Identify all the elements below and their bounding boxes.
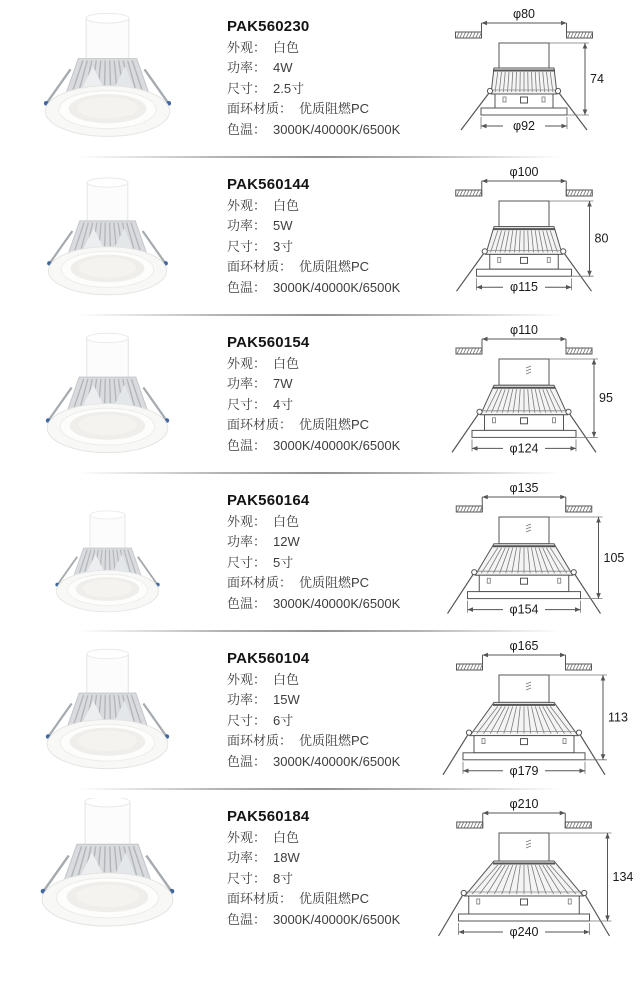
product-row <box>0 316 640 474</box>
spec-appearance <box>227 828 432 849</box>
dimension-drawing <box>434 635 640 787</box>
downlight-photo <box>10 640 205 782</box>
dimension-diagram <box>432 160 640 314</box>
product-specs <box>215 492 432 615</box>
spec-appearance-value: 白色 <box>273 513 300 529</box>
spec-size-label: 尺寸： <box>227 554 267 570</box>
dimension-drawing <box>434 793 640 945</box>
product-photo <box>0 636 215 786</box>
spec-appearance-label: 外观： <box>227 829 267 845</box>
dimension-drawing <box>434 3 640 155</box>
spec-material <box>227 257 432 278</box>
spec-appearance-label: 外观： <box>227 355 267 371</box>
spec-cct-label: 色温： <box>227 911 267 927</box>
downlight-photo <box>10 798 205 940</box>
product-model: PAK560154 <box>227 333 310 351</box>
spec-appearance-value: 白色 <box>273 829 300 845</box>
spec-size-value: 4寸 <box>273 396 294 412</box>
spec-size-value: 2.5寸 <box>273 80 305 96</box>
spec-size-value: 3寸 <box>273 238 294 254</box>
dimension-drawing <box>434 319 640 471</box>
product-photo <box>0 478 215 628</box>
dimension-diagram <box>432 476 640 630</box>
spec-power-value: 12W <box>273 534 300 550</box>
spec-appearance-label: 外观： <box>227 197 267 213</box>
spec-cct-value: 3000K/40000K/6500K <box>273 595 401 611</box>
cutout-diameter-label: φ165 <box>509 639 539 653</box>
spec-cct <box>227 752 432 773</box>
fixture-height-label: 95 <box>599 391 613 406</box>
product-model: PAK560230 <box>227 17 310 35</box>
spec-power <box>227 848 432 869</box>
spec-appearance-label: 外观： <box>227 513 267 529</box>
spec-cct <box>227 278 432 299</box>
spec-size-label: 尺寸： <box>227 238 267 254</box>
product-row <box>0 158 640 316</box>
spec-material-value: 优质阻燃PC <box>299 575 370 591</box>
product-specs <box>215 808 432 931</box>
spec-size <box>227 553 432 574</box>
spec-power-value: 15W <box>273 692 300 708</box>
spec-appearance <box>227 354 432 375</box>
spec-power-label: 功率： <box>227 534 267 550</box>
spec-cct-label: 色温： <box>227 437 267 453</box>
spec-material-label: 面环材质： <box>227 417 293 433</box>
spec-material-value: 优质阻燃PC <box>299 101 370 117</box>
downlight-photo <box>10 8 205 150</box>
product-model: PAK560144 <box>227 175 310 193</box>
spec-power-value: 7W <box>273 376 293 392</box>
spec-size <box>227 395 432 416</box>
product-model: PAK560184 <box>227 807 310 825</box>
cutout-diameter-label: φ100 <box>509 165 539 179</box>
spec-material <box>227 731 432 752</box>
spec-material-value: 优质阻燃PC <box>299 891 370 907</box>
product-model: PAK560164 <box>227 491 310 509</box>
flange-diameter-label: φ154 <box>509 602 539 617</box>
flange-diameter-label: φ92 <box>512 119 536 133</box>
dimension-diagram <box>432 792 640 946</box>
spec-material-value: 优质阻燃PC <box>299 259 370 275</box>
spec-appearance-value: 白色 <box>273 355 300 371</box>
spec-material-value: 优质阻燃PC <box>299 733 370 749</box>
spec-power-label: 功率： <box>227 60 267 76</box>
spec-cct-label: 色温： <box>227 595 267 611</box>
product-row <box>0 474 640 632</box>
spec-cct-label: 色温： <box>227 279 267 295</box>
spec-material <box>227 573 432 594</box>
spec-cct <box>227 594 432 615</box>
fixture-height-label: 80 <box>594 231 609 246</box>
spec-cct-value: 3000K/40000K/6500K <box>273 911 401 927</box>
spec-material <box>227 415 432 436</box>
spec-size-label: 尺寸： <box>227 712 267 728</box>
spec-power <box>227 216 432 237</box>
spec-size-label: 尺寸： <box>227 870 267 886</box>
spec-material-label: 面环材质： <box>227 575 293 591</box>
flange-diameter-label: φ124 <box>509 441 539 456</box>
spec-appearance-value: 白色 <box>273 197 300 213</box>
spec-power-value: 5W <box>273 218 293 234</box>
spec-power-label: 功率： <box>227 218 267 234</box>
dimension-diagram <box>432 318 640 472</box>
spec-power <box>227 532 432 553</box>
spec-cct-label: 色温： <box>227 753 267 769</box>
spec-appearance-value: 白色 <box>273 39 300 55</box>
fixture-height-label: 134 <box>612 870 634 884</box>
spec-power-label: 功率： <box>227 850 267 866</box>
spec-power-label: 功率： <box>227 692 267 708</box>
product-model: PAK560104 <box>227 649 310 667</box>
product-specs <box>215 334 432 457</box>
product-row <box>0 790 640 948</box>
cutout-diameter-label: φ135 <box>509 481 539 495</box>
spec-material-label: 面环材质： <box>227 891 293 907</box>
cutout-diameter-label: φ210 <box>509 797 539 811</box>
spec-cct-value: 3000K/40000K/6500K <box>273 437 401 453</box>
spec-cct-value: 3000K/40000K/6500K <box>273 121 401 137</box>
dimension-diagram <box>432 634 640 788</box>
spec-material-label: 面环材质： <box>227 733 293 749</box>
spec-appearance-label: 外观： <box>227 671 267 687</box>
spec-size-label: 尺寸： <box>227 80 267 96</box>
spec-size <box>227 79 432 100</box>
spec-power-value: 4W <box>273 60 293 76</box>
spec-cct <box>227 910 432 931</box>
spec-size-label: 尺寸： <box>227 396 267 412</box>
product-specs <box>215 650 432 773</box>
spec-appearance-value: 白色 <box>273 671 300 687</box>
spec-appearance <box>227 512 432 533</box>
dimension-drawing <box>434 161 640 313</box>
spec-power-label: 功率： <box>227 376 267 392</box>
flange-diameter-label: φ179 <box>509 763 539 778</box>
spec-size <box>227 869 432 890</box>
product-photo <box>0 794 215 944</box>
downlight-photo <box>10 166 205 308</box>
downlight-photo <box>10 482 205 624</box>
spec-cct <box>227 436 432 457</box>
product-row <box>0 0 640 158</box>
spec-material <box>227 889 432 910</box>
spec-power <box>227 690 432 711</box>
cutout-diameter-label: φ80 <box>512 7 536 21</box>
spec-appearance-label: 外观： <box>227 39 267 55</box>
spec-material-label: 面环材质： <box>227 101 293 117</box>
dimension-diagram <box>432 2 640 156</box>
spec-size-value: 6寸 <box>273 712 294 728</box>
fixture-height-label: 113 <box>608 710 628 725</box>
downlight-photo <box>10 324 205 466</box>
spec-size <box>227 237 432 258</box>
spec-appearance <box>227 196 432 217</box>
spec-power-value: 18W <box>273 850 300 866</box>
spec-cct-label: 色温： <box>227 121 267 137</box>
product-photo <box>0 320 215 470</box>
spec-size <box>227 711 432 732</box>
spec-size-value: 8寸 <box>273 870 294 886</box>
flange-diameter-label: φ115 <box>509 280 539 295</box>
spec-appearance <box>227 38 432 59</box>
product-specs <box>215 18 432 141</box>
fixture-height-label: 74 <box>590 72 604 86</box>
dimension-drawing <box>434 477 640 629</box>
spec-material-label: 面环材质： <box>227 259 293 275</box>
spec-cct <box>227 120 432 141</box>
spec-power <box>227 374 432 395</box>
product-photo <box>0 162 215 312</box>
product-row <box>0 632 640 790</box>
spec-cct-value: 3000K/40000K/6500K <box>273 753 401 769</box>
spec-material <box>227 99 432 120</box>
spec-power <box>227 58 432 79</box>
spec-appearance <box>227 670 432 691</box>
fixture-height-label: 105 <box>603 550 625 565</box>
cutout-diameter-label: φ110 <box>509 323 539 337</box>
product-specs <box>215 176 432 299</box>
spec-material-value: 优质阻燃PC <box>299 417 370 433</box>
product-photo <box>0 4 215 154</box>
flange-diameter-label: φ240 <box>509 925 539 939</box>
spec-cct-value: 3000K/40000K/6500K <box>273 279 401 295</box>
spec-size-value: 5寸 <box>273 554 294 570</box>
